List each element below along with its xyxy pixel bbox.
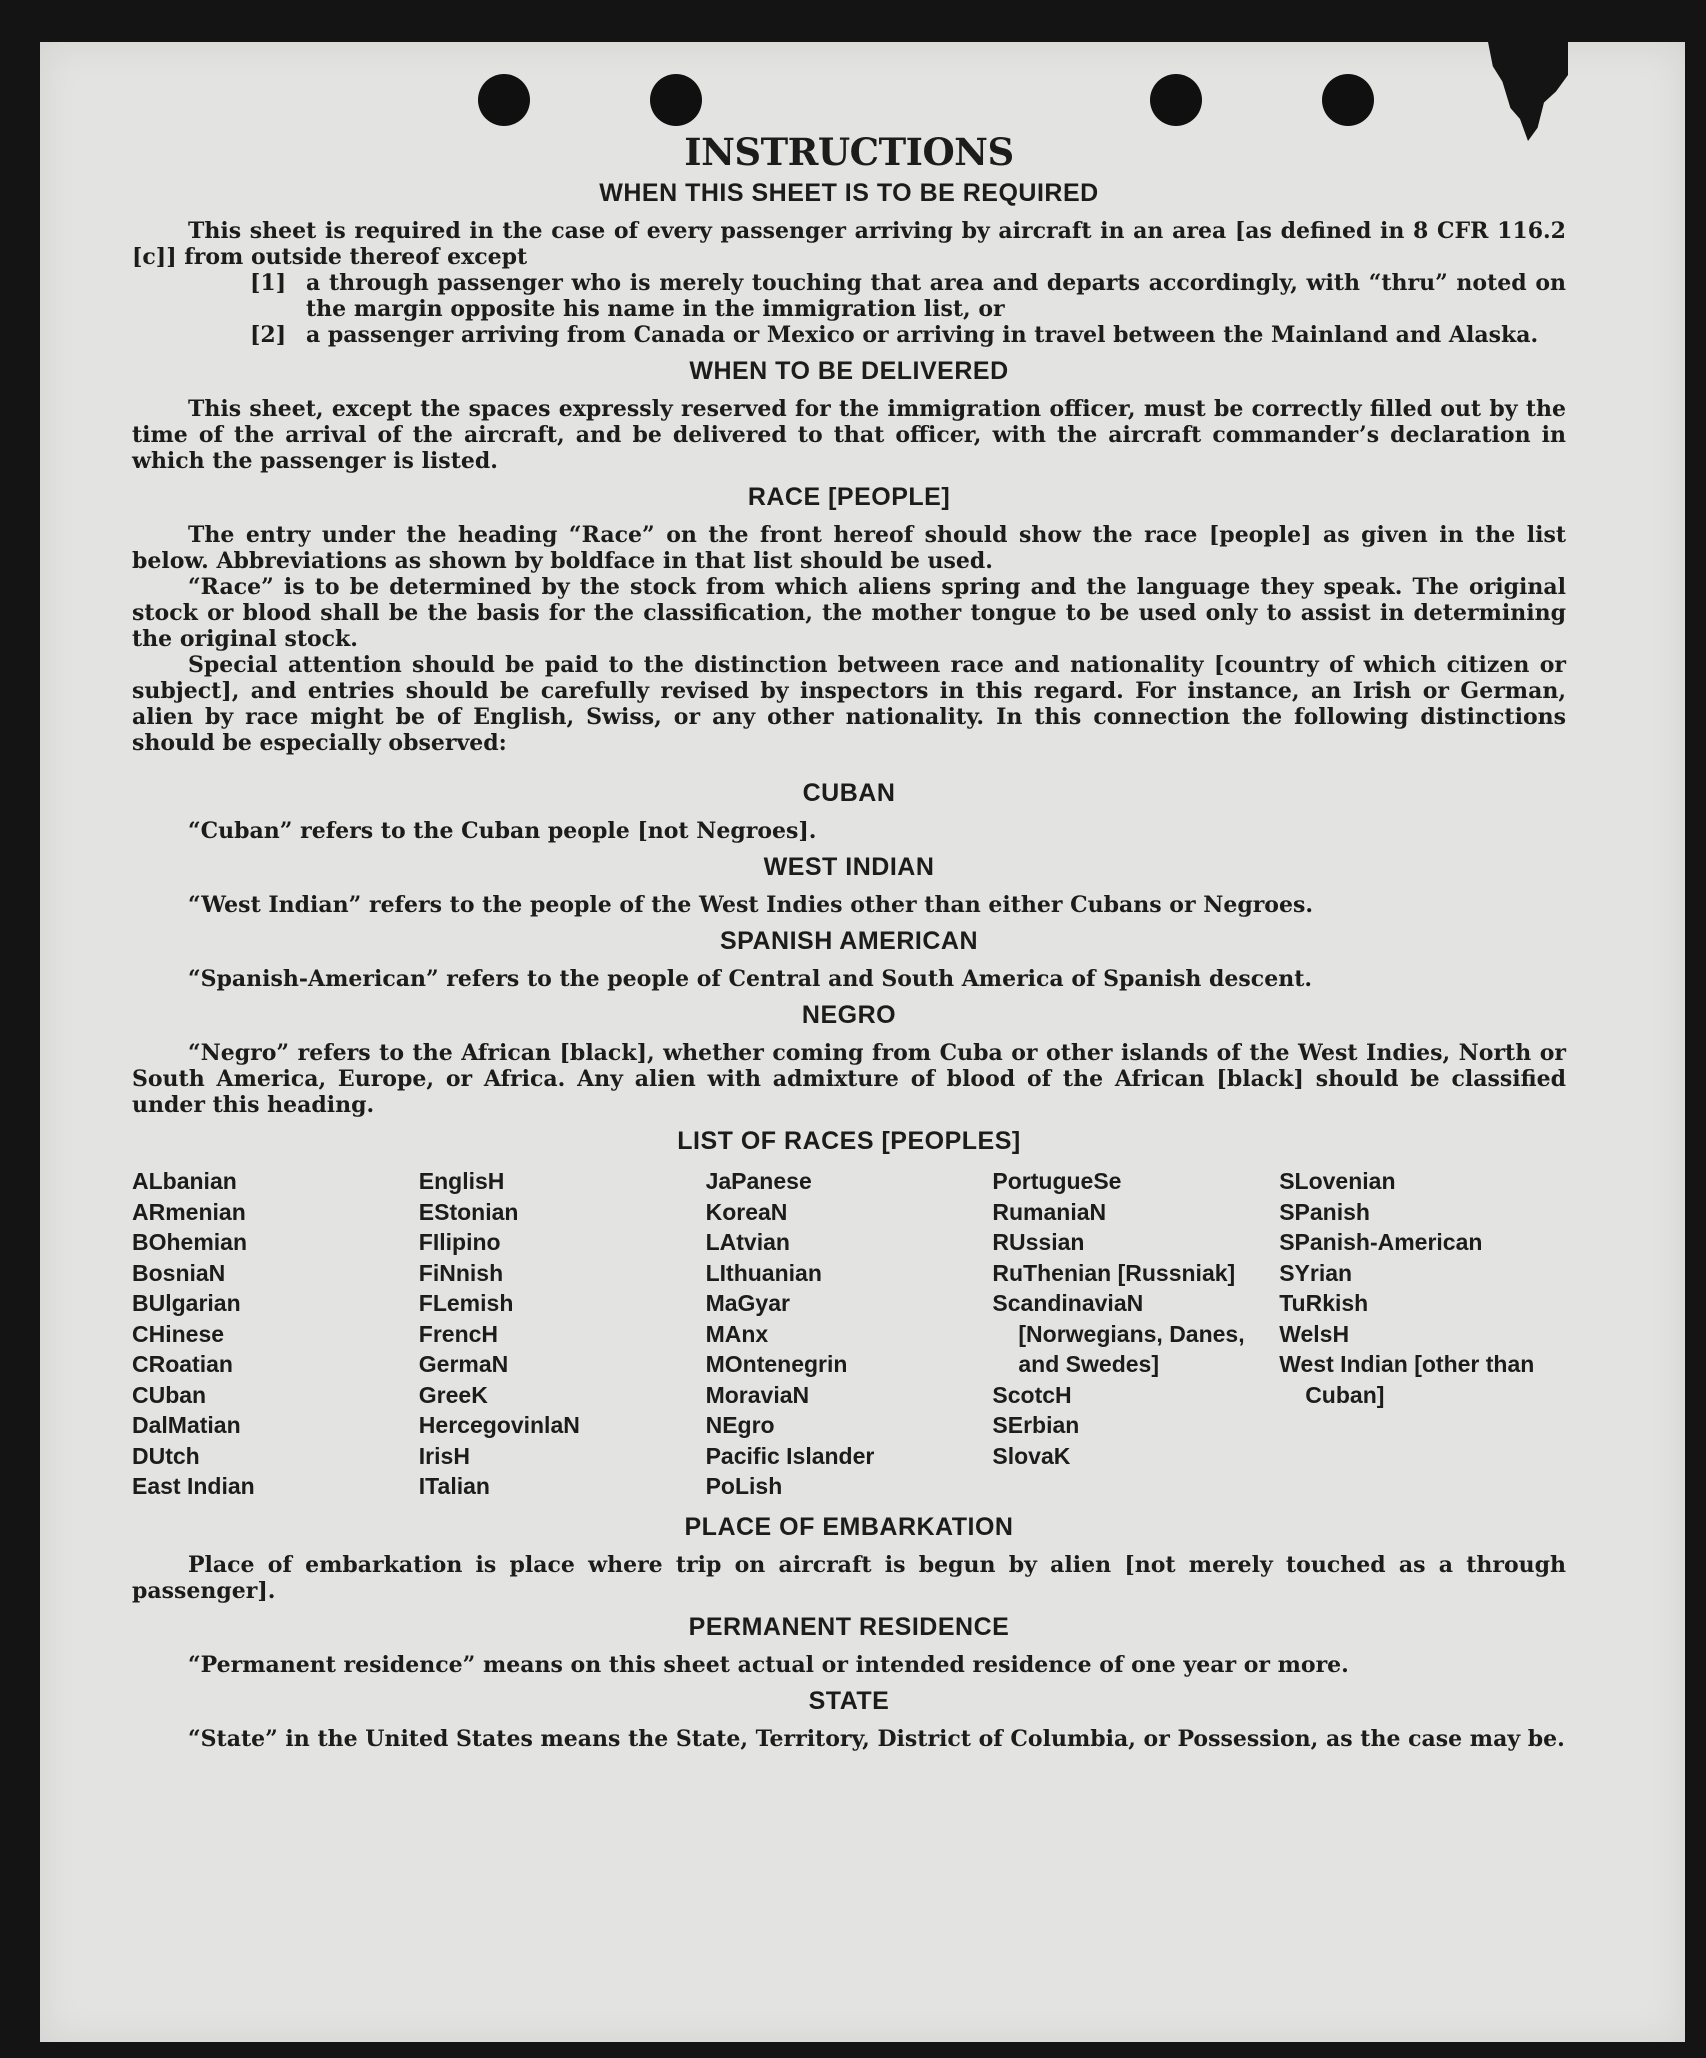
race-entry: PoLish xyxy=(705,1473,783,1499)
race-entry: WelsH xyxy=(1279,1320,1350,1347)
race-column xyxy=(1279,1166,1566,1502)
race-entry: FIlipino xyxy=(418,1229,501,1255)
negro-text: “Negro” refers to the African [black], whether coming from Cuba or other islands of the West Indies, North or South America, Europe, or Africa. Any alien with admixture of blood of the African [black] should be classified under this heading. xyxy=(132,1040,1566,1118)
race-entry: East Indian xyxy=(132,1473,255,1499)
race-entry: TuRkish xyxy=(1279,1290,1369,1316)
permanent-residence-text: “Permanent residence” means on this sheet actual or intended residence of one year or more. xyxy=(188,1651,1349,1678)
exception-item xyxy=(250,322,1566,348)
race-entry: SlovaK xyxy=(992,1442,1071,1469)
race-entry: RumaniaN xyxy=(992,1198,1107,1225)
west-indian-text: “West Indian” refers to the people of the West Indies other than either Cubans or Negroes. xyxy=(188,892,1314,918)
race-entry: Pacific Islander xyxy=(705,1442,875,1469)
race-entry: ScandinaviaN [Norwegians, Danes, and Swedes] xyxy=(992,1290,1245,1377)
heading-list-of-races: LIST OF RACES [PEOPLES] xyxy=(677,1127,1021,1155)
heading-spanish-american: SPANISH AMERICAN xyxy=(719,927,978,955)
race-entry: MoraviaN xyxy=(705,1381,810,1408)
race-column xyxy=(132,1166,419,1502)
exception-number: [2] xyxy=(250,322,287,348)
race-entry: GermaN xyxy=(418,1351,509,1377)
state-text: “State” in the United States means the State, Territory, District of Columbia, or Possession, as the case may be. xyxy=(188,1725,1565,1752)
race-entry: EStonian xyxy=(418,1198,519,1225)
race-column xyxy=(419,1166,706,1502)
race-entry: SLovenian xyxy=(1279,1168,1396,1194)
race-entry: ALbanian xyxy=(132,1168,237,1194)
race-entry: BosniaN xyxy=(132,1259,226,1286)
race-entry: HercegovinlaN xyxy=(418,1412,580,1438)
race-entry: RuThenian [Russniak] xyxy=(992,1259,1236,1286)
race-column xyxy=(706,1166,993,1502)
exception-number: [1] xyxy=(250,270,287,296)
instructions-content xyxy=(132,130,1566,1752)
heading-embarkation: PLACE OF EMBARKATION xyxy=(684,1512,1014,1541)
punch-hole-4 xyxy=(1322,74,1374,126)
punch-hole-3 xyxy=(1150,74,1202,126)
race-entry: SPanish-American xyxy=(1279,1229,1483,1255)
heading-cuban: CUBAN xyxy=(802,779,896,807)
spanish-american-text: “Spanish-American” refers to the people of Central and South America of Spanish descent. xyxy=(188,966,1313,992)
race-entry: PortugueSe xyxy=(992,1168,1122,1194)
heading-state: STATE xyxy=(808,1686,890,1715)
race-entry: SErbian xyxy=(992,1412,1080,1438)
embarkation-text: Place of embarkation is place where trip on aircraft is begun by alien [not merely touched as a through passenger]. xyxy=(132,1551,1566,1604)
race-paragraph: Special attention should be paid to the distinction between race and nationality [country of which citizen or subject], and entries should be carefully revised by inspectors in this regard. For instance, an Irish or German, alien by race might be of English, Swiss, or any other nationality. In this connection the following distinctions should be especially observed: xyxy=(132,652,1566,756)
cuban-text: “Cuban” refers to the Cuban people [not Negroes]. xyxy=(188,818,817,844)
race-entry: BOhemian xyxy=(132,1229,248,1255)
page-title: INSTRUCTIONS xyxy=(684,130,1014,174)
race-entry: BUlgarian xyxy=(132,1290,241,1316)
race-entry: GreeK xyxy=(418,1381,488,1408)
race-entry: ITalian xyxy=(418,1473,490,1499)
race-paragraph: The entry under the heading “Race” on the front hereof should show the race [people] as given in the list below. Abbreviations as shown by boldface in that list should be used. xyxy=(132,522,1566,574)
heading-negro: NEGRO xyxy=(801,1001,897,1029)
race-entry: ScotcH xyxy=(992,1381,1072,1408)
race-entry: NEgro xyxy=(705,1412,775,1438)
race-entry: MaGyar xyxy=(705,1290,790,1316)
punch-hole-2 xyxy=(650,74,702,126)
punch-hole-1 xyxy=(478,74,530,126)
race-entry: DalMatian xyxy=(132,1412,241,1438)
race-entry: West Indian [other than Cuban] xyxy=(1279,1351,1535,1408)
when-delivered-text: This sheet, except the spaces expressly reserved for the immigration officer, must be correctly filled out by the time of the arrival of the aircraft, and be delivered to that officer, with the aircraft commander’s declaration in which the passenger is listed. xyxy=(132,396,1566,474)
exception-item xyxy=(250,270,1566,322)
race-column xyxy=(992,1166,1279,1502)
race-paragraph: “Race” is to be determined by the stock from which aliens spring and the language they speak. The original stock or blood shall be the basis for the classification, the mother tongue to be used only to assist in determining the original stock. xyxy=(132,574,1566,652)
race-entry: MAnx xyxy=(705,1320,769,1347)
race-entry: SYrian xyxy=(1279,1259,1353,1286)
heading-when-required: WHEN THIS SHEET IS TO BE REQUIRED xyxy=(599,179,1099,207)
race-entry: FLemish xyxy=(418,1290,514,1316)
race-entry: LAtvian xyxy=(705,1229,790,1255)
race-entry: EnglisH xyxy=(418,1168,505,1194)
race-list xyxy=(132,1166,1566,1502)
exception-text: a passenger arriving from Canada or Mexico or arriving in travel between the Mainland and Alaska. xyxy=(306,322,1539,348)
race-entry: CUban xyxy=(132,1381,207,1408)
race-entry: FrencH xyxy=(418,1320,499,1347)
race-entry: LIthuanian xyxy=(705,1259,822,1286)
race-entry: RUssian xyxy=(992,1229,1085,1255)
exception-text: a through passenger who is merely touching that area and departs accordingly, with “thru” noted on the margin opposite his name in the immigration list, or xyxy=(306,270,1566,322)
race-entry: KoreaN xyxy=(705,1198,788,1225)
when-required-intro: This sheet is required in the case of every passenger arriving by aircraft in an area [as defined in 8 CFR 116.2 [c]] from outside thereof except xyxy=(132,218,1566,270)
race-entry: FiNnish xyxy=(418,1259,504,1286)
race-entry: JaPanese xyxy=(705,1168,812,1194)
heading-when-delivered: WHEN TO BE DELIVERED xyxy=(689,357,1009,385)
heading-west-indian: WEST INDIAN xyxy=(763,853,935,881)
heading-race: RACE [PEOPLE] xyxy=(747,483,951,511)
race-entry: SPanish xyxy=(1279,1198,1370,1225)
heading-permanent-residence: PERMANENT RESIDENCE xyxy=(688,1612,1010,1641)
race-entry: DUtch xyxy=(132,1442,200,1469)
race-entry: IrisH xyxy=(418,1442,470,1469)
race-entry: ARmenian xyxy=(132,1198,246,1225)
race-entry: CRoatian xyxy=(132,1351,233,1377)
race-entry: MOntenegrin xyxy=(705,1351,848,1377)
race-entry: CHinese xyxy=(132,1320,225,1347)
